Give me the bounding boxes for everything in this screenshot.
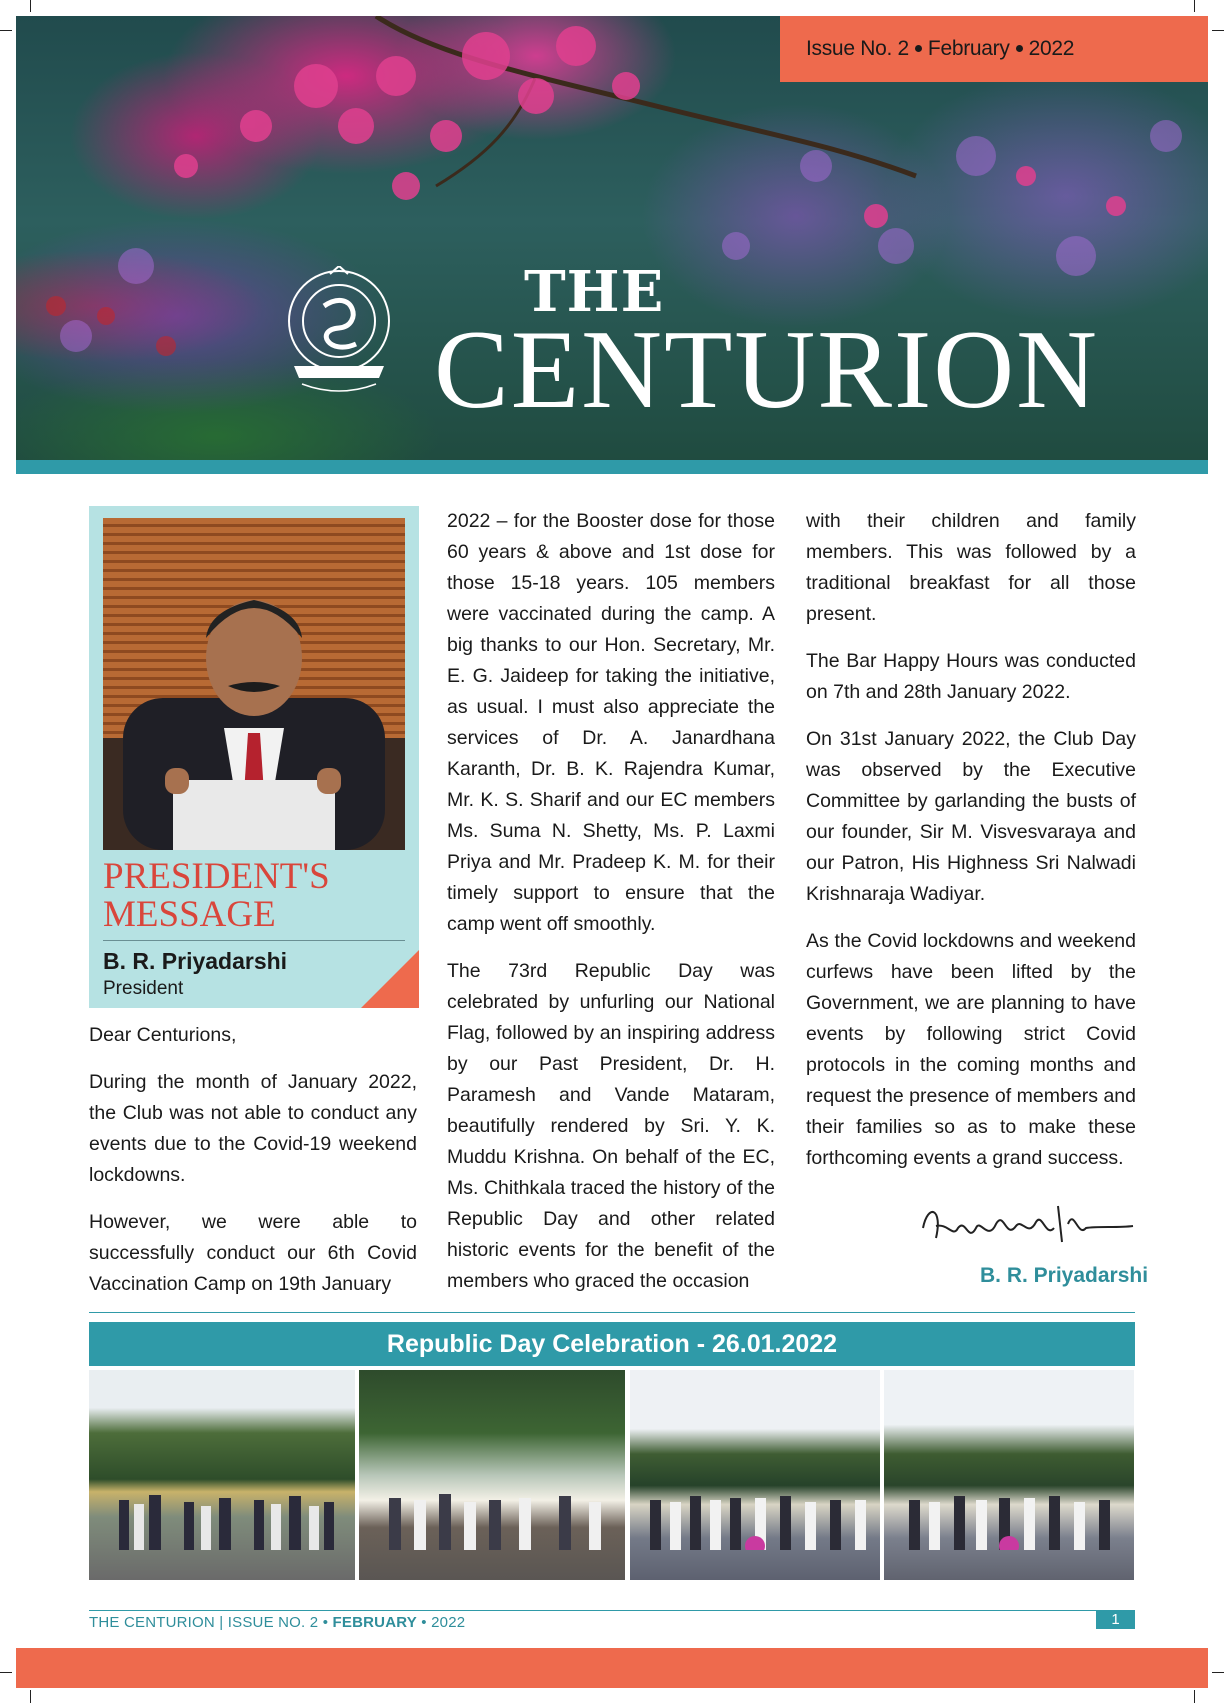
paragraph: with their children and family members. This was followed by a traditional breakfast for all those present. bbox=[806, 510, 1136, 625]
crop-mark bbox=[30, 1690, 31, 1703]
masthead-teal-bar bbox=[16, 460, 1208, 474]
paragraph: As the Covid lockdowns and weekend curfews have been lifted by the Government, we are planning to have events by following strict Covid protocols in the coming months and request the presence of members and their families so as to make these forthcoming events a grand success. bbox=[806, 930, 1136, 1169]
crop-mark bbox=[1212, 1672, 1224, 1673]
club-logo bbox=[284, 266, 394, 416]
event-photo bbox=[89, 1370, 355, 1580]
title-the: THE bbox=[524, 259, 665, 325]
crop-mark bbox=[0, 1672, 12, 1673]
crop-mark bbox=[1194, 1690, 1195, 1703]
paragraph: On 31st January 2022, the Club Day was observed by the Executive Committee by garlanding the busts of our founder, Sir M. Visvesvaraya and our Patron, His Highness Sri Nalwadi Krishnaraja Wadiyar. bbox=[806, 728, 1136, 905]
divider bbox=[89, 1312, 1135, 1313]
footer-separator: • bbox=[416, 1614, 432, 1631]
footer-accent-bar bbox=[16, 1648, 1208, 1688]
footer-month: FEBRUARY bbox=[332, 1614, 417, 1631]
crop-mark bbox=[1194, 0, 1195, 12]
president-name: B. R. Priyadarshi bbox=[103, 948, 288, 974]
crowd-illustration bbox=[359, 1480, 625, 1550]
heading-line: MESSAGE bbox=[103, 894, 276, 935]
crowd-illustration bbox=[89, 1480, 355, 1550]
crop-mark bbox=[0, 30, 12, 31]
article-column-1 bbox=[89, 1020, 417, 1316]
footer-divider bbox=[89, 1610, 1135, 1611]
crop-mark bbox=[1212, 30, 1224, 31]
crowd-illustration bbox=[884, 1480, 1134, 1550]
issue-info bbox=[780, 16, 1208, 82]
issue-year: 2022 bbox=[1028, 37, 1075, 60]
divider bbox=[103, 940, 405, 941]
title-centurion: CENTURION bbox=[434, 308, 1100, 432]
issue-month: February bbox=[927, 37, 1010, 60]
paragraph: 2022 – for the Booster dose for those 60 years & above and 1st dose for those 15-18 years. 105 members were vaccinated during the camp. A big thanks to our Hon. Secretary, Mr. E. G. Jaideep for taking the initiative, as usual. I must also appreciate the services of Dr. A. Janardhana Karanth, Dr. B. K. Rajendra Kumar, Mr. K. S. Sharif and our EC members Ms. Suma N. Shetty, Ms. P. Laxmi Priya and Mr. Pradeep K. M. for their timely support to ensure that the camp went off smoothly. bbox=[447, 510, 775, 935]
paragraph: During the month of January 2022, the Club was not able to conduct any events due to the Covid-19 weekend lockdowns. bbox=[89, 1071, 417, 1186]
paragraph: The Bar Happy Hours was conducted on 7th and 28th January 2022. bbox=[806, 650, 1136, 703]
footer-year: 2022 bbox=[431, 1614, 466, 1631]
section-heading bbox=[103, 858, 330, 934]
article-column-3 bbox=[806, 506, 1136, 1190]
footer-publication: THE CENTURION | ISSUE NO. 2 bbox=[89, 1614, 319, 1631]
footer-separator: • bbox=[322, 1614, 333, 1631]
bullet-icon bbox=[915, 45, 922, 52]
paragraph: Dear Centurions, bbox=[89, 1024, 237, 1046]
event-photo bbox=[359, 1370, 625, 1580]
paragraph: However, we were able to successfully conduct our 6th Covid Vaccination Camp on 19th January bbox=[89, 1211, 417, 1295]
crop-mark bbox=[30, 0, 31, 12]
article-column-2 bbox=[447, 506, 775, 1313]
republic-day-banner: Republic Day Celebration - 26.01.2022 bbox=[89, 1322, 1135, 1366]
signature bbox=[918, 1198, 1138, 1268]
corner-accent bbox=[361, 950, 419, 1008]
crowd-illustration bbox=[630, 1480, 880, 1550]
event-photo bbox=[884, 1370, 1134, 1580]
paragraph: The 73rd Republic Day was celebrated by unfurling our National Flag, followed by an inspiring address by our Past President, Dr. H. Paramesh and Vande Mataram, beautifully rendered by Sri. Y. K. Muddu Krishna. On behalf of the EC, Ms. Chithkala traced the history of the Republic Day and other related historic events for the benefit of the members who graced the occasion bbox=[447, 960, 775, 1292]
president-portrait-illustration bbox=[103, 518, 405, 850]
issue-number: Issue No. 2 bbox=[806, 37, 909, 60]
event-photo bbox=[630, 1370, 880, 1580]
bullet-icon bbox=[1016, 45, 1023, 52]
masthead bbox=[16, 16, 1208, 474]
page-number: 1 bbox=[1096, 1610, 1135, 1629]
heading-line: PRESIDENT'S bbox=[103, 856, 330, 897]
president-role: President bbox=[103, 978, 184, 999]
president-photo bbox=[103, 518, 405, 850]
signature-name: B. R. Priyadarshi bbox=[980, 1264, 1149, 1287]
footer-text bbox=[89, 1614, 465, 1631]
president-box bbox=[89, 506, 419, 1008]
